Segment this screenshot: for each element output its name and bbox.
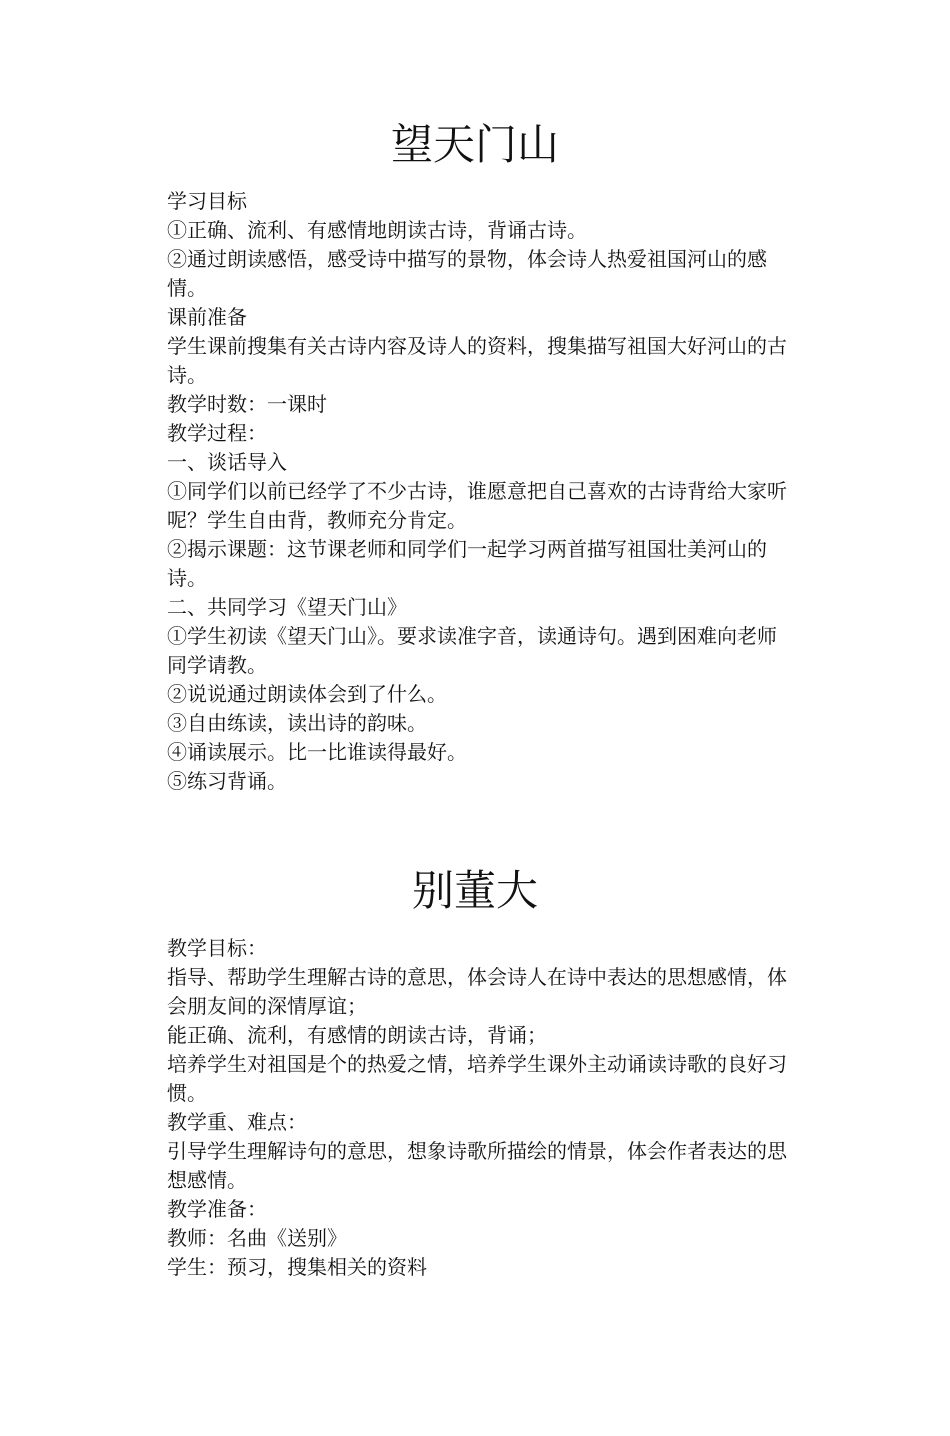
- step-heading: 一、谈话导入: [167, 450, 287, 474]
- step-item: ①同学们以前已经学了不少古诗，谁愿意把自己喜欢的古诗背给大家听呢？学生自由背，教师充分肯定。: [167, 479, 787, 532]
- step-heading: 二、共同学习《望天门山》: [167, 595, 407, 619]
- goal-item: ①正确、流利、有感情地朗读古诗，背诵古诗。: [167, 218, 587, 242]
- step-item: ③自由练读，读出诗的韵味。: [167, 711, 427, 735]
- lesson-body-biedongda: [167, 934, 789, 1282]
- heading-preparation: 课前准备: [167, 305, 247, 329]
- goal-item: 指导、帮助学生理解古诗的意思，体会诗人在诗中表达的思想感情，体会朋友间的深情厚谊；: [167, 965, 787, 1018]
- step-item: ②说说通过朗读体会到了什么。: [167, 682, 447, 706]
- heading-key-points: 教学重、难点：: [167, 1110, 307, 1134]
- heading-teaching-goals: 教学目标：: [167, 936, 267, 960]
- step-item: ①学生初读《望天门山》。要求读准字音，读通诗句。遇到困难向老师同学请教。: [167, 624, 777, 677]
- goal-item: ②通过朗读感悟，感受诗中描写的景物，体会诗人热爱祖国河山的感情。: [167, 247, 767, 300]
- heading-learning-goals: 学习目标: [167, 189, 247, 213]
- preparation-text: 学生课前搜集有关古诗内容及诗人的资料，搜集描写祖国大好河山的古诗。: [167, 334, 787, 387]
- step-item: ④诵读展示。比一比谁读得最好。: [167, 740, 467, 764]
- class-hours: 教学时数：一课时: [167, 392, 327, 416]
- student-preparation: 学生：预习，搜集相关的资料: [167, 1255, 427, 1279]
- key-points-text: 引导学生理解诗句的意思，想象诗歌所描绘的情景，体会作者表达的思想感情。: [167, 1139, 787, 1192]
- goal-item: 能正确、流利，有感情的朗读古诗，背诵；: [167, 1023, 547, 1047]
- lesson-body-wangtianmenshan: [167, 187, 789, 796]
- heading-teaching-preparation: 教学准备：: [167, 1197, 267, 1221]
- step-item: ②揭示课题：这节课老师和同学们一起学习两首描写祖国壮美河山的诗。: [167, 537, 767, 590]
- heading-teaching-process: 教学过程：: [167, 421, 267, 445]
- goal-item: 培养学生对祖国是个的热爱之情，培养学生课外主动诵读诗歌的良好习惯。: [167, 1052, 787, 1105]
- lesson-title-biedongda: 别董大: [411, 866, 538, 915]
- step-item: ⑤练习背诵。: [167, 769, 287, 793]
- teacher-preparation: 教师：名曲《送别》: [167, 1226, 347, 1250]
- lesson-title-wangtianmenshan: 望天门山: [390, 120, 559, 169]
